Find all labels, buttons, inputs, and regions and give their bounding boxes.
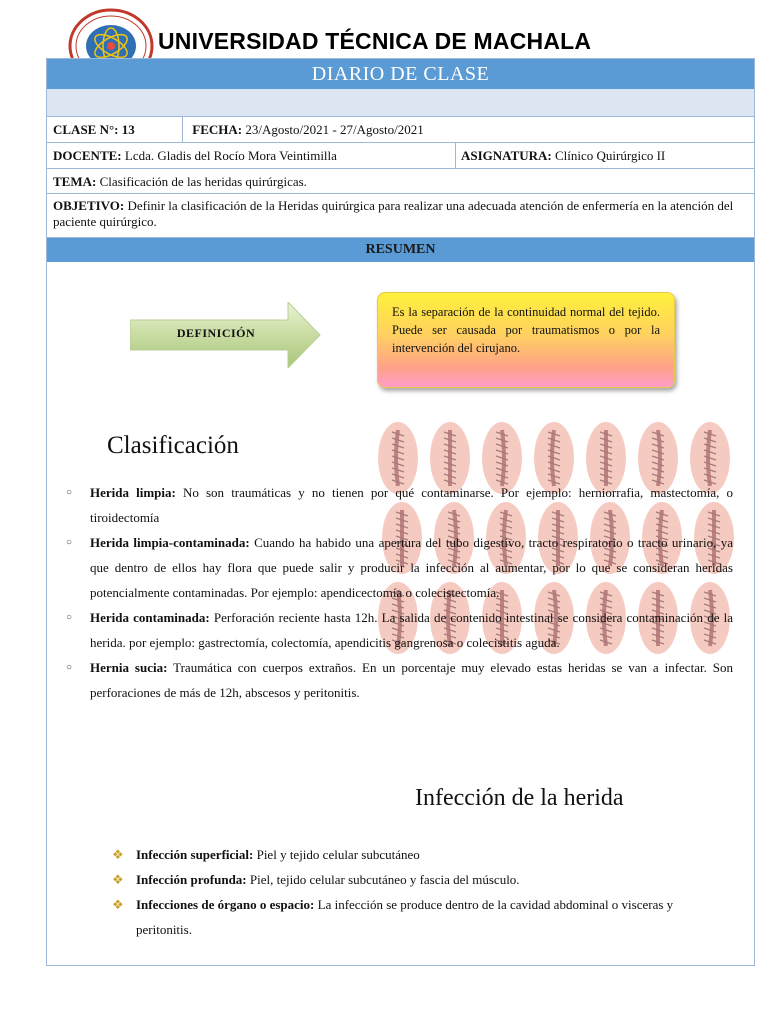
list-item — [112, 892, 712, 942]
item-term: Hernia sucia: — [90, 660, 168, 675]
item-term: Herida contaminada: — [90, 610, 210, 625]
clase-fecha-row — [47, 117, 754, 143]
four-diamond-bullet-icon: ❖ — [112, 872, 124, 887]
docente-value: Lcda. Gladis del Rocío Mora Veintimilla — [124, 148, 337, 163]
list-item — [66, 530, 733, 605]
list-item — [66, 605, 733, 655]
resumen-header: RESUMEN — [47, 238, 754, 262]
item-term: Infecciones de órgano o espacio: — [136, 897, 315, 912]
hollow-circle-bullet-icon: ○ — [66, 662, 73, 673]
item-text: No son traumáticas y no tienen por qué contaminarse. Por ejemplo: herniorrafia, mastectomía, o tiroidectomía — [90, 485, 734, 525]
list-item — [66, 480, 733, 530]
item-text: La infección se produce dentro de la cavidad abdominal o visceras y peritonitis. — [136, 897, 674, 937]
hollow-circle-bullet-icon: ○ — [66, 612, 73, 623]
tema-value: Clasificación de las heridas quirúrgicas. — [99, 174, 307, 189]
objetivo-row — [47, 194, 754, 238]
objetivo-label: OBJETIVO: — [53, 198, 125, 213]
hollow-circle-bullet-icon: ○ — [66, 537, 73, 548]
item-term: Infección superficial: — [136, 847, 254, 862]
asignatura-value: Clínico Quirúrgico II — [555, 148, 666, 163]
item-text: Piel, tejido celular subcutáneo y fascia del músculo. — [246, 872, 520, 887]
item-text: Cuando ha habido una apertura del tubo digestivo, tracto respiratorio o tracto urinario, ya que dentro de ellos hay flora que puede salir y producir la infección al aumentar, por lo que se consideran heridas potencialmente contaminadas. Por ejemplo: apendicectomía o colecistectomía. — [90, 535, 733, 600]
docente-label: DOCENTE: — [53, 148, 122, 163]
item-text: Traumática con cuerpos extraños. En un porcentaje muy elevado estas heridas se van a infectar. Son perforaciones de más de 12h, abscesos y peritonitis. — [90, 660, 733, 700]
clase-value: 13 — [121, 122, 135, 137]
university-name: UNIVERSIDAD TÉCNICA DE MACHALA — [158, 28, 592, 54]
definition-label: DEFINICIÓN — [176, 326, 256, 340]
classification-title: Clasificación — [107, 432, 239, 459]
classification-list — [66, 480, 733, 705]
divider — [182, 117, 183, 143]
list-item — [112, 842, 712, 867]
list-item — [66, 655, 733, 705]
list-item — [112, 867, 712, 892]
spacer-row — [47, 89, 754, 117]
item-term: Infección profunda: — [136, 872, 247, 887]
four-diamond-bullet-icon: ❖ — [112, 897, 124, 912]
infection-title: Infección de la herida — [415, 785, 624, 811]
item-term: Herida limpia: — [90, 485, 176, 500]
definition-box: Es la separación de la continuidad normal del tejido. Puede ser causada por traumatismos o por la intervención del cirujano. — [377, 292, 675, 388]
tema-row — [47, 169, 754, 194]
tema-label: TEMA: — [53, 174, 97, 189]
asignatura-cell — [461, 148, 665, 164]
fecha-label: FECHA: — [192, 122, 243, 137]
asignatura-label: ASIGNATURA: — [461, 148, 552, 163]
item-text: Perforación reciente hasta 12h. La salida de contenido intestinal se considera contaminación de la herida. por ejemplo: gastrectomía, colectomía, apendicitis gangrenosa o colecistitis aguda. — [90, 610, 733, 650]
fecha-value: 23/Agosto/2021 - 27/Agosto/2021 — [245, 122, 424, 137]
form-title: DIARIO DE CLASE — [47, 59, 754, 89]
clase-label: CLASE N°: — [53, 122, 119, 137]
four-diamond-bullet-icon: ❖ — [112, 847, 124, 862]
item-text: Piel y tejido celular subcutáneo — [253, 847, 420, 862]
divider — [455, 143, 456, 169]
item-term: Herida limpia-contaminada: — [90, 535, 250, 550]
objetivo-value: Definir la clasificación de la Heridas quirúrgica para realizar una adecuada atención de enfermería en la atención del paciente quirúrgico. — [53, 198, 734, 229]
hollow-circle-bullet-icon: ○ — [66, 487, 73, 498]
infection-list — [112, 842, 712, 942]
